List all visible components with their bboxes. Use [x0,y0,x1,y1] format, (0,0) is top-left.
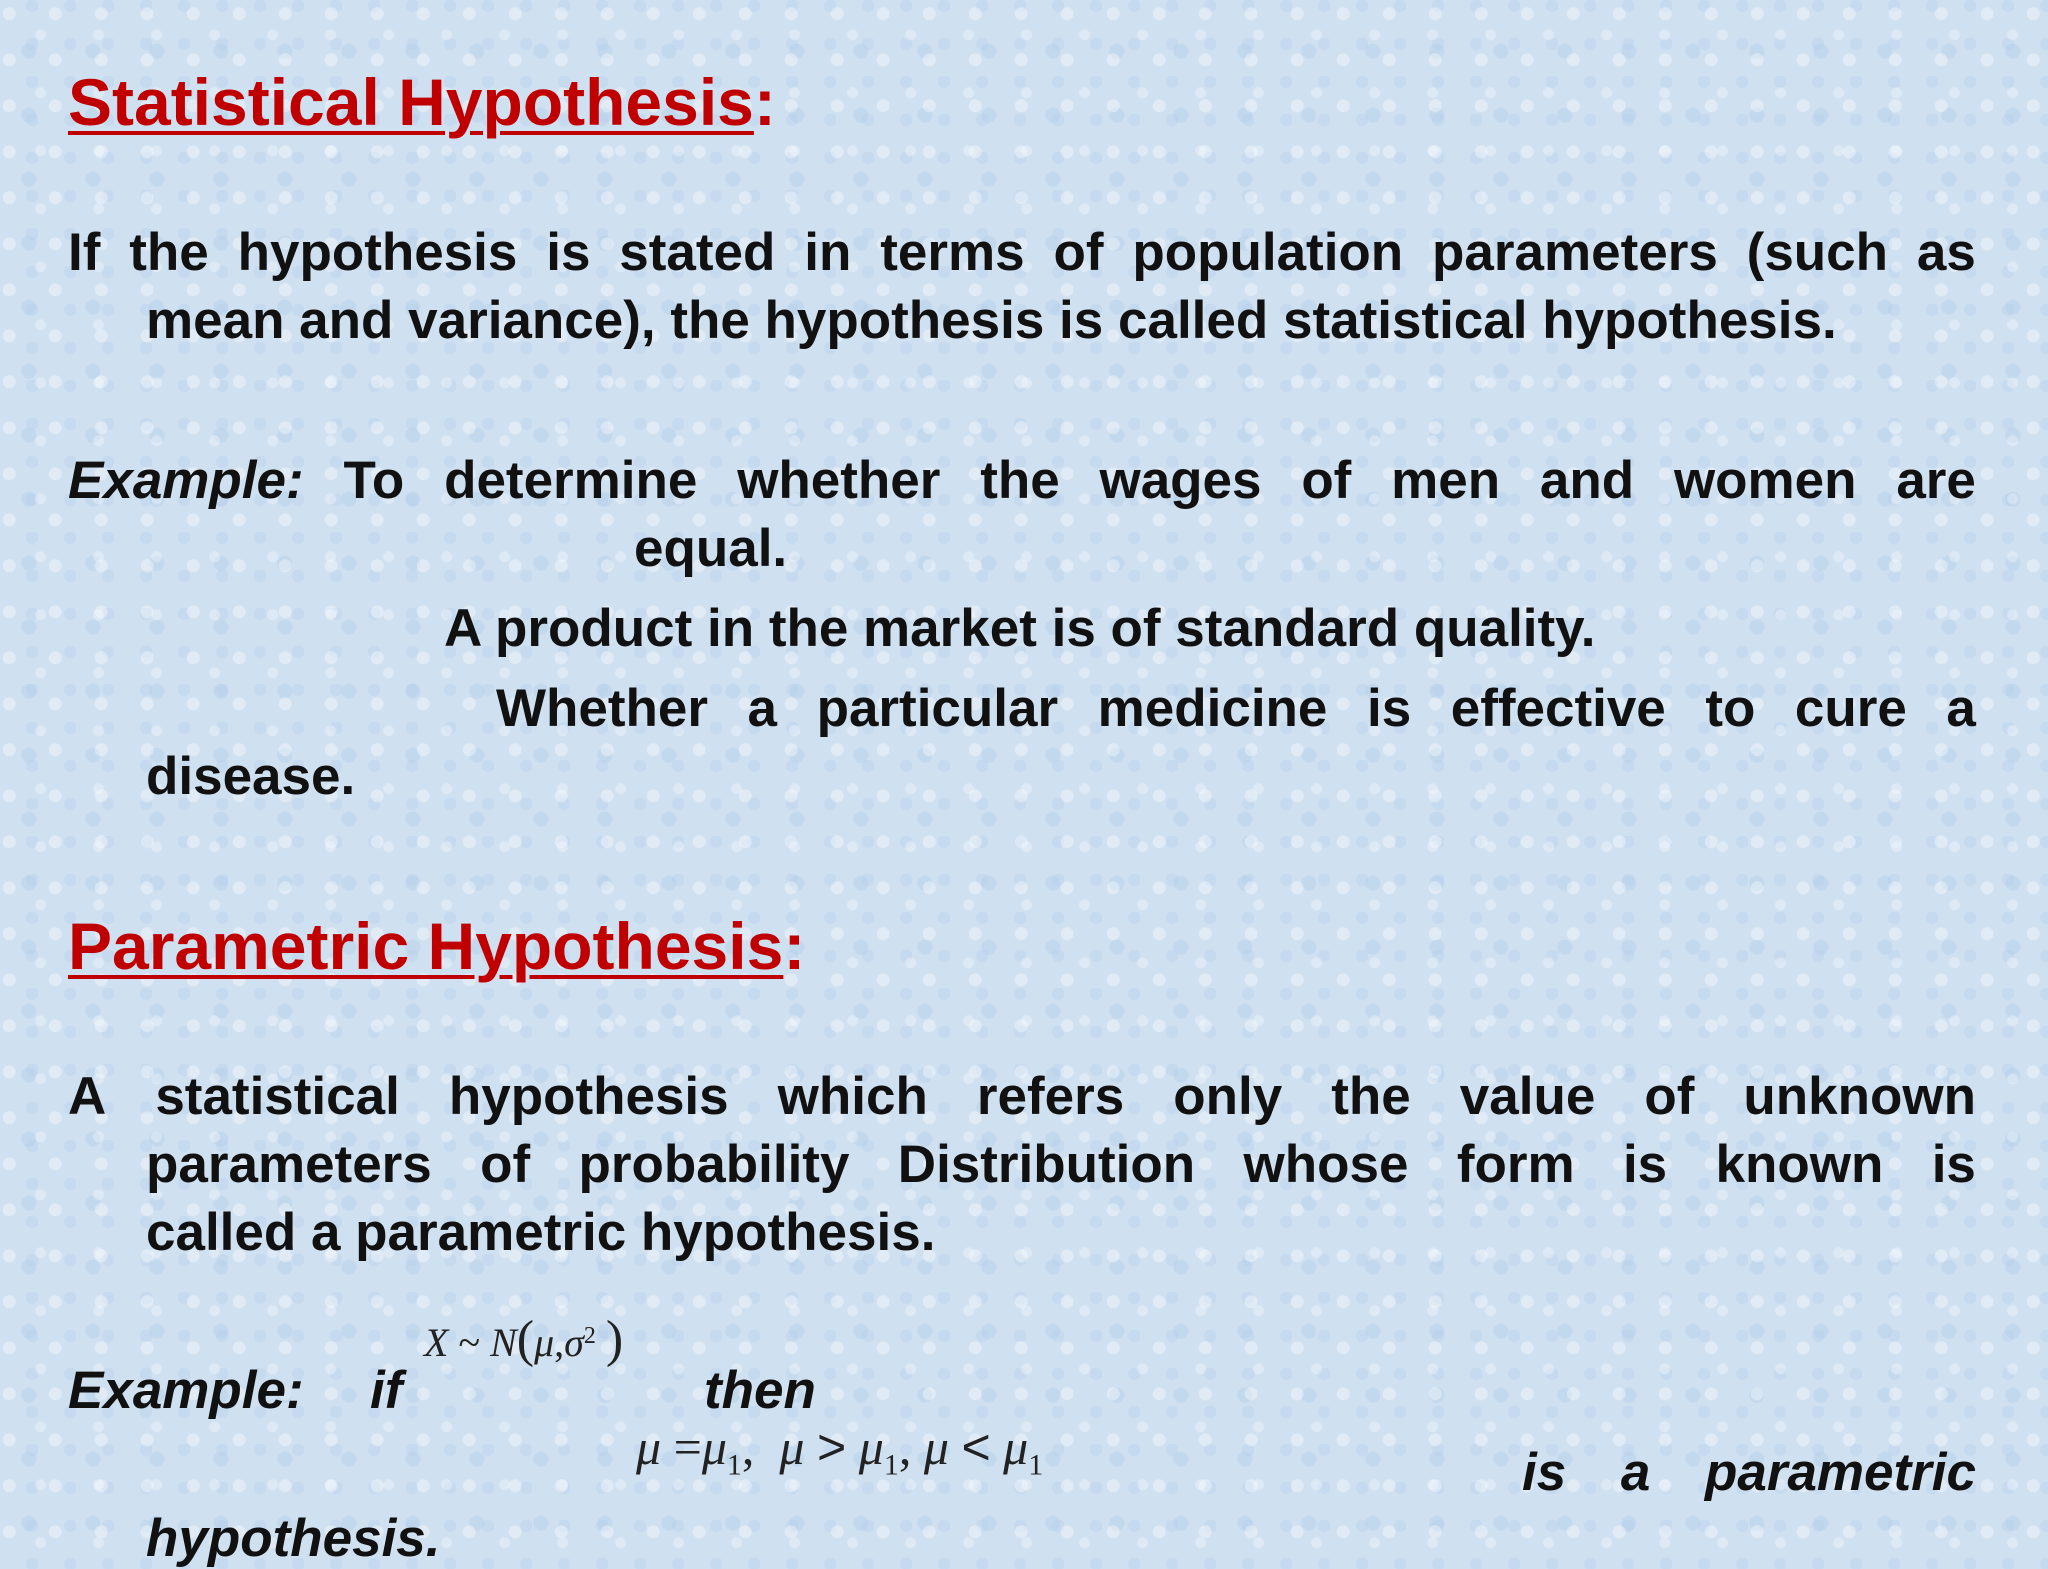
word: value [1459,1067,1596,1126]
formula-sigma: σ [564,1320,584,1365]
example-label: Example: [68,451,304,510]
parametric-example-tail [1522,1442,1976,1503]
word: hypothesis [448,1067,729,1126]
word: hypothesis [237,223,518,282]
parametric-definition-line-2 [146,1134,1976,1195]
word: which [777,1067,928,1126]
word: particular [816,679,1059,738]
word: determine [444,451,698,510]
word: stated [619,223,776,282]
word: women [1673,451,1857,510]
word: Whether [496,679,708,738]
word: a [1620,1443,1651,1502]
parametric-example-tail-line-2: hypothesis. [146,1509,441,1568]
word: of [1644,1067,1695,1126]
word: is [546,223,591,282]
word: the [1331,1067,1411,1126]
parametric-example-label: Example: [68,1361,304,1420]
word: of [1053,223,1104,282]
word: and [1539,451,1635,510]
word: medicine [1097,679,1328,738]
heading-text: Statistical Hypothesis [68,65,754,139]
word: the [129,223,209,282]
word: as [1916,223,1976,282]
formula-less-than: < [961,1419,991,1475]
word: in [804,223,852,282]
example-1-line-2: equal. [634,519,788,578]
word: is [1522,1443,1567,1502]
word: is [1931,1135,1976,1194]
formula-mu: μ [1003,1419,1029,1475]
example-3-line-2: disease. [146,747,356,806]
formula-open-paren: ( [516,1311,535,1368]
parametric-definition-line-1 [68,1066,1976,1127]
word: of [1301,451,1352,510]
distribution-formula [424,1310,623,1369]
word: is [1366,679,1412,738]
formula-mu: μ [858,1419,884,1475]
parametric-example-if: if [370,1361,403,1420]
formula-square: 2 [583,1322,596,1349]
word: (such [1746,223,1889,282]
word: of [480,1135,531,1194]
formula-dist-n: N [490,1320,517,1365]
word: unknown [1743,1067,1976,1126]
word: parameters [146,1135,432,1194]
formula-subscript-1: 1 [726,1448,742,1482]
word: refers [976,1067,1125,1126]
word: only [1173,1067,1283,1126]
example-2: A product in the market is of standard quality. [444,599,1596,658]
word: population [1132,223,1404,282]
word: men [1391,451,1501,510]
formula-mu: μ [636,1419,662,1475]
word: parametric [1704,1443,1976,1502]
word: are [1896,451,1976,510]
formula-mu: μ [779,1419,805,1475]
word: whether [737,451,941,510]
statistical-definition-line-1 [68,222,1976,283]
word: is [1622,1135,1668,1194]
formula-subscript-1: 1 [883,1448,899,1482]
formula-comma: , [741,1419,755,1475]
word: form [1456,1135,1575,1194]
heading-text: Parametric Hypothesis [68,909,784,983]
formula-comma: , [898,1419,912,1475]
word: To [343,451,405,510]
word: Distribution [897,1135,1196,1194]
parametric-definition-line-3: called a parametric hypothesis. [146,1203,936,1262]
word: to [1705,679,1756,738]
example-1-line-1 [68,450,1976,511]
formula-mu: μ [534,1320,555,1365]
word: terms [880,223,1025,282]
formula-comma: , [554,1320,565,1365]
formula-equals: = [673,1419,702,1475]
statistical-definition-line-2: mean and variance), the hypothesis is called statistical hypothesis. [146,291,1837,350]
word: probability [578,1135,850,1194]
heading-colon: : [753,65,776,139]
formula-mu: μ [923,1419,949,1475]
word: effective [1450,679,1666,738]
formula-subscript-1: 1 [1028,1448,1044,1482]
word: a [1946,679,1976,738]
word: A [68,1067,107,1126]
parametric-hypothesis-heading [68,908,805,984]
formula-tilde: ~ [458,1320,481,1365]
formula-mu: μ [701,1419,727,1475]
word: wages [1099,451,1262,510]
word: a [747,679,778,738]
formula-close-paren: ) [605,1311,624,1368]
word: the [980,451,1060,510]
word: whose [1243,1135,1409,1194]
word: parameters [1432,223,1718,282]
parametric-example-then: then [704,1361,816,1420]
hypothesis-formula [636,1418,1043,1483]
word: If [68,223,101,282]
formula-greater-than: > [817,1419,847,1475]
heading-colon: : [783,909,806,983]
word: known [1715,1135,1884,1194]
word: cure [1794,679,1907,738]
statistical-hypothesis-heading [68,64,776,140]
formula-var-x: X [424,1320,449,1365]
word: statistical [155,1067,400,1126]
example-3-line-1 [496,678,1976,739]
